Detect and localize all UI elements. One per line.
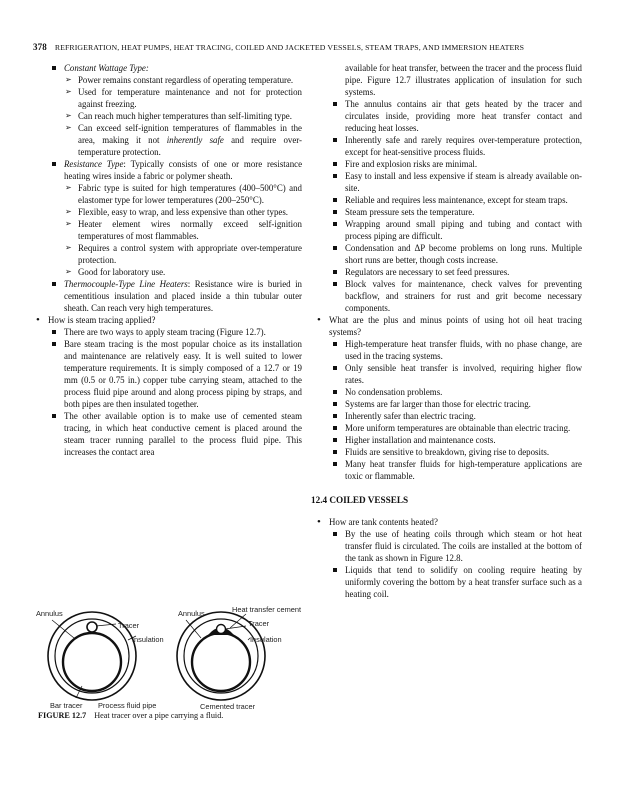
list-item: The annulus contains air that gets heated by the tracer and circulates inside, providing more heat transfer contact and reducing heat losses.: [319, 98, 582, 134]
list-item: ➢ Good for laboratory use.: [38, 266, 302, 278]
list-item: ➢ Can reach much higher temperatures than self-limiting type.: [38, 110, 302, 122]
list-item: Condensation and ΔP become problems on long runs. Multiple short runs are better, though costs increase.: [319, 242, 582, 266]
running-header: [33, 42, 593, 52]
label-tracer-right: Tracer: [248, 619, 270, 628]
label-annulus-right: Annulus: [178, 609, 205, 618]
list-item: ➢ Requires a control system with appropriate over-temperature protection.: [38, 242, 302, 266]
list-item: There are two ways to apply steam tracing (Figure 12.7).: [38, 326, 302, 338]
bare-tracer-diagram: [36, 609, 164, 710]
list-item: Inherently safe and rarely requires over-temperature protection, except for heat-sensitive process fluids.: [319, 134, 582, 158]
list-item: Only sensible heat transfer is involved, requiring higher flow rates.: [319, 362, 582, 386]
label-insulation-right: Insulation: [250, 635, 282, 644]
list-item: Easy to install and less expensive if steam is already available on-site.: [319, 170, 582, 194]
question: • How is steam tracing applied?: [38, 314, 302, 326]
list-item: ➢ Used for temperature maintenance and not for protection against freezing.: [38, 86, 302, 110]
list-item: ➢ Heater element wires normally exceed self-ignition temperatures of most flammables.: [38, 218, 302, 242]
label-process-fluid-pipe: Process fluid pipe: [98, 701, 157, 710]
list-item: Fire and explosion risks are minimal.: [319, 158, 582, 170]
cemented-tracer-diagram: [177, 606, 301, 711]
list-item: Regulators are necessary to set feed pressures.: [319, 266, 582, 278]
figure-12-7: [36, 606, 306, 716]
list-item: High-temperature heat transfer fluids, with no phase change, are used in the tracing systems.: [319, 338, 582, 362]
question: • How are tank contents heated?: [319, 516, 582, 528]
label-tracer-left: Tracer: [118, 621, 140, 630]
question: • What are the plus and minus points of using hot oil heat tracing systems?: [319, 314, 582, 338]
process-pipe-left: [63, 633, 121, 691]
label-heat-transfer-cement: Heat transfer cement: [232, 606, 302, 614]
process-pipe-right: [192, 633, 250, 691]
label-cemented-tracer: Cemented tracer: [200, 702, 256, 711]
list-item: More uniform temperatures are obtainable than electric tracing.: [319, 422, 582, 434]
list-item: ➢ Flexible, easy to wrap, and less expensive than other types.: [38, 206, 302, 218]
left-column: [38, 62, 302, 458]
caption-text: Heat tracer over a pipe carrying a fluid.: [94, 711, 224, 720]
list-item: The other available option is to make use of cemented steam tracing, in which heat conductive cement is placed around the steam tracer running parallel to the process fluid pipe. This increases the contact area: [38, 410, 302, 458]
tracer-tube-left: [87, 622, 97, 632]
list-item: Fluids are sensitive to breakdown, giving rise to deposits.: [319, 446, 582, 458]
list-item: Block valves for maintenance, check valves for preventing backflow, and strainers for rust and grit become necessary components.: [319, 278, 582, 314]
rt-paragraph: Resistance Type: Typically consists of one or more resistance heating wires inside a fabric or polymer sheath.: [38, 158, 302, 182]
section-heading: 12.4 COILED VESSELS: [311, 495, 409, 505]
list-item: No condensation problems.: [319, 386, 582, 398]
list-item: Bare steam tracing is the most popular choice as its installation and maintenance are relatively easy. It is well suited to lower temperature requirements. It is simply composed of a 12.7 or 19 mm (0.5 or 0.75 in.) copper tube carrying steam, attached to the process fluid pipe around and along process piping by straps, and both pipes are then insulated together.: [38, 338, 302, 410]
list-item: Inherently safer than electric tracing.: [319, 410, 582, 422]
list-item: By the use of heating coils through which steam or hot heat transfer fluid is circulated. The coils are installed at the bottom of the tank as shown in Figure 12.8.: [319, 528, 582, 564]
list-item: Steam pressure sets the temperature.: [319, 206, 582, 218]
label-annulus-left: Annulus: [36, 609, 63, 618]
list-item: Wrapping around small piping and tubing and contact with process piping are difficult.: [319, 218, 582, 242]
caption-label: FIGURE 12.7: [38, 711, 87, 720]
running-title: REFRIGERATION, HEAT PUMPS, HEAT TRACING, COILED AND JACKETED VESSELS, STEAM TRAPS, AND IMMERSION HEATERS: [54, 43, 525, 52]
list-item: Systems are far larger than those for electric tracing.: [319, 398, 582, 410]
list-item: ➢ Power remains constant regardless of operating temperature.: [38, 74, 302, 86]
list-item: Reliable and requires less maintenance, except for steam traps.: [319, 194, 582, 206]
label-bar-tracer: Bar tracer: [50, 701, 83, 710]
continued-text: available for heat transfer, between the tracer and the process fluid pipe. Figure 12.7 illustrates application of insulation for such systems.: [345, 63, 582, 97]
figure-caption: [38, 711, 308, 720]
list-item: ➢ Can exceed self-ignition temperatures of flammables in the area, making it not inherently safe and require over-temperature protection.: [38, 122, 302, 158]
list-item: Higher installation and maintenance costs.: [319, 434, 582, 446]
list-item: ➢ Fabric type is suited for high temperatures (400–500°C) and elastomer type for lower temperatures (200–250°C).: [38, 182, 302, 206]
label-insulation-left: Insulation: [132, 635, 164, 644]
list-item: Many heat transfer fluids for high-temperature applications are toxic or flammable.: [319, 458, 582, 482]
tracer-tube-right: [217, 625, 226, 634]
page-number: 378: [33, 42, 47, 52]
cw-heading: Constant Wattage Type:: [38, 62, 302, 74]
right-column: [311, 62, 582, 600]
list-item: Liquids that tend to solidify on cooling require heating by uniformly covering the bottom by a heat transfer surface such as a heating coil.: [319, 564, 582, 600]
tc-paragraph: Thermocouple-Type Line Heaters: Resistance wire is buried in cementitious insulation and placed inside a thin tubular outer sheath. Can reach very high temperatures.: [38, 278, 302, 314]
